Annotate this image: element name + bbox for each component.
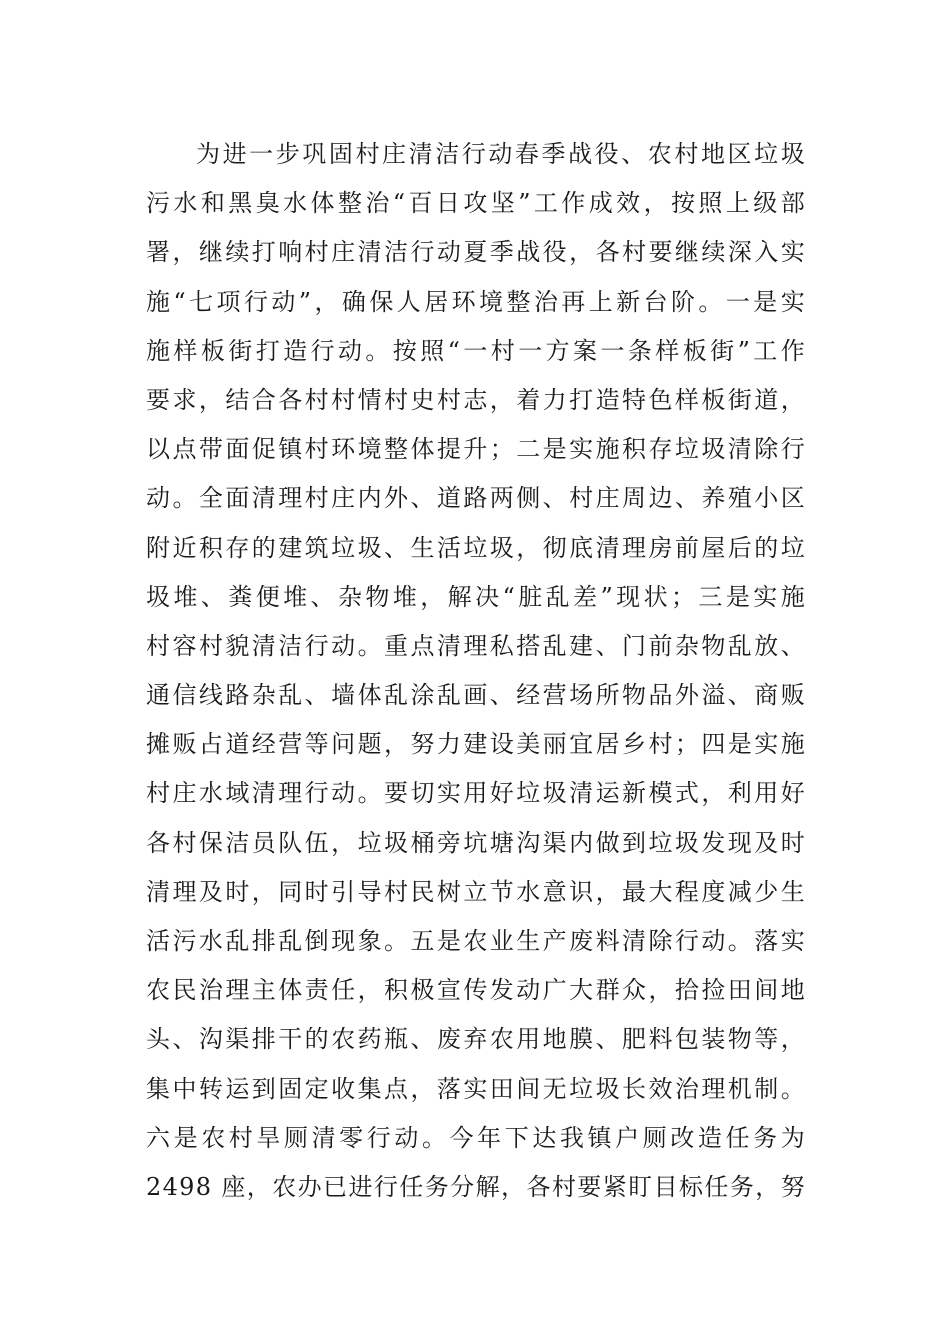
text-line: 施样板街打造行动。按照“一村一方案一条样板街”工作 xyxy=(146,336,806,365)
text-line: 活污水乱排乱倒现象。五是农业生产废料清除行动。落实 xyxy=(146,927,806,955)
text-line: 圾堆、粪便堆、杂物堆，解决“脏乱差”现状；三是实施 xyxy=(146,582,806,611)
body-paragraph xyxy=(146,130,806,1212)
text-line: 村庄水域清理行动。要切实用好垃圾清运新模式，利用好 xyxy=(146,779,806,808)
text-line: 六是农村旱厕清零行动。今年下达我镇户厕改造任务为 xyxy=(146,1123,806,1152)
text-line: 动。全面清理村庄内外、道路两侧、村庄周边、养殖小区 xyxy=(146,484,806,513)
text-line: 施“七项行动”，确保人居环境整治再上新台阶。一是实 xyxy=(146,287,806,316)
text-line: 以点带面促镇村环境整体提升；二是实施积存垃圾清除行 xyxy=(146,435,806,464)
text-line: 署，继续打响村庄清洁行动夏季战役，各村要继续深入实 xyxy=(146,238,806,267)
text-line: 为进一步巩固村庄清洁行动春季战役、农村地区垃圾 xyxy=(196,140,806,168)
text-line: 清理及时，同时引导村民树立节水意识，最大程度减少生 xyxy=(146,877,806,906)
text-line: 污水和黑臭水体整治“百日攻坚”工作成效，按照上级部 xyxy=(146,189,806,218)
text-line: 各村保洁员队伍，垃圾桶旁坑塘沟渠内做到垃圾发现及时 xyxy=(146,828,806,857)
text-line: 村容村貌清洁行动。重点清理私搭乱建、门前杂物乱放、 xyxy=(146,631,806,660)
text-line: 附近积存的建筑垃圾、生活垃圾，彻底清理房前屋后的垃 xyxy=(146,533,806,562)
text-line: 集中转运到固定收集点，落实田间无垃圾长效治理机制。 xyxy=(146,1074,806,1103)
text-line: 农民治理主体责任，积极宣传发动广大群众，拾捡田间地 xyxy=(146,976,806,1005)
text-line: 头、沟渠排干的农药瓶、废弃农用地膜、肥料包装物等， xyxy=(146,1025,806,1054)
text-line: 摊贩占道经营等问题，努力建设美丽宜居乡村；四是实施 xyxy=(146,730,806,759)
text-line: 通信线路杂乱、墙体乱涂乱画、经营场所物品外溢、商贩 xyxy=(146,681,806,710)
text-line: 要求，结合各村村情村史村志，着力打造特色样板街道， xyxy=(146,385,806,414)
text-line: 2498 座，农办已进行任务分解，各村要紧盯目标任务，努 xyxy=(146,1172,806,1201)
